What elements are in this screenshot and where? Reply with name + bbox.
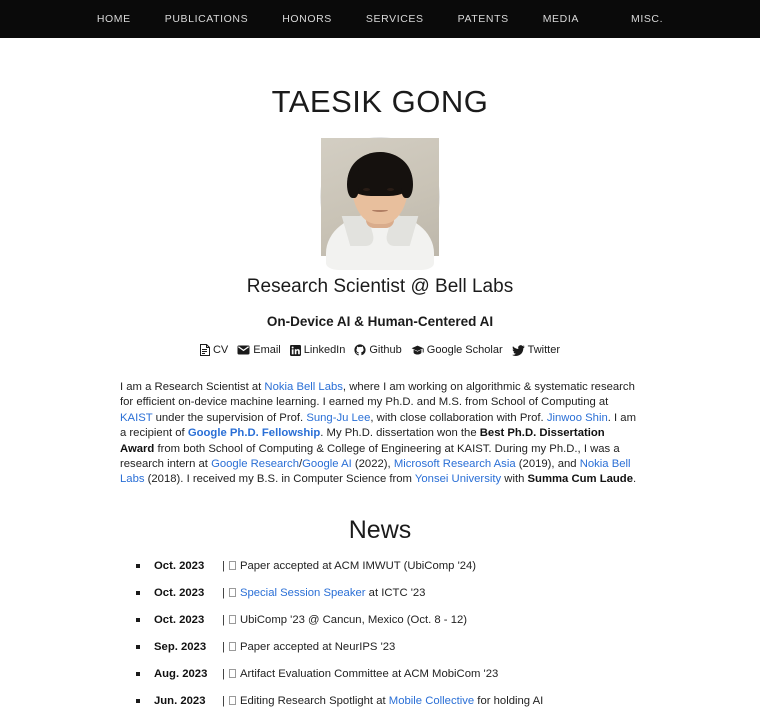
bio-text-8: (2022), [351, 458, 394, 471]
bold-best-dissertation-award: Best Ph.D. Dissertation Award [120, 427, 605, 455]
avatar-mouth [372, 208, 388, 212]
github-label: Github [369, 344, 402, 356]
biography-paragraph [120, 356, 640, 488]
email-label: Email [253, 344, 281, 356]
news-separator: | [222, 559, 225, 572]
email-link[interactable] [237, 344, 281, 356]
link-sung-ju-lee[interactable]: Sung-Ju Lee [306, 411, 371, 424]
news-date: Sep. 2023 [154, 640, 207, 653]
missing-glyph-icon [229, 669, 236, 678]
nav-list [80, 0, 680, 38]
google-scholar-link[interactable] [411, 344, 503, 356]
news-text [240, 614, 467, 626]
news-date: Aug. 2023 [154, 667, 208, 680]
github-icon [354, 344, 366, 356]
avatar-eye-right [387, 188, 394, 191]
news-date: Oct. 2023 [154, 613, 205, 626]
missing-glyph-icon [229, 615, 236, 624]
link-microsoft-research-asia[interactable]: Microsoft Research Asia [393, 458, 516, 471]
page-title: TAESIK GONG [271, 84, 489, 119]
link-nokia-bell-labs-2[interactable]: Nokia Bell Labs [120, 458, 631, 486]
news-list [120, 545, 640, 721]
news-separator: | [222, 613, 225, 626]
news-text-pre: UbiComp '23 @ Cancun, Mexico (Oct. 8 - 12) [239, 613, 468, 626]
link-yonsei-university[interactable]: Yonsei University [414, 473, 502, 486]
bio-text-5: . I am a recipient of [120, 411, 636, 440]
avatar-container [0, 138, 760, 256]
news-item [136, 613, 640, 640]
news-text [240, 641, 395, 653]
news-text [240, 695, 543, 707]
missing-glyph-icon [229, 642, 236, 651]
google-scholar-label: Google Scholar [426, 344, 503, 356]
bio-text-6: . My Ph.D. dissertation won the [320, 427, 480, 440]
news-separator: | [222, 667, 225, 680]
twitter-bird-icon [512, 345, 525, 356]
news-text-pre: Paper accepted at NeurIPS '23 [239, 640, 396, 653]
news-text-post: at ICTC '23 [365, 586, 426, 599]
news-text [240, 668, 498, 680]
link-nokia-bell-labs-1[interactable]: Nokia Bell Labs [264, 381, 343, 393]
nav-item-publications[interactable]: PUBLICATIONS [164, 13, 249, 25]
nav-item-misc[interactable]: MISC. [630, 13, 664, 25]
news-item [136, 667, 640, 694]
missing-glyph-icon [229, 588, 236, 597]
link-jinwoo-shin[interactable]: Jinwoo Shin [546, 411, 608, 424]
twitter-label: Twitter [527, 344, 561, 356]
bio-text-9: (2019), and [515, 458, 580, 471]
news-separator: | [222, 694, 225, 707]
github-link[interactable] [354, 344, 401, 356]
linkedin-label: LinkedIn [303, 344, 346, 356]
bio-text-7: from both School of Computing & College of Engineering at KAIST. During my Ph.D., I was a research intern at [120, 442, 620, 471]
news-text-pre: Paper accepted at ACM IMWUT (UbiComp '24) [239, 559, 477, 572]
news-date: Jun. 2023 [154, 694, 206, 707]
missing-glyph-icon [229, 561, 236, 570]
social-links-row [0, 329, 760, 356]
news-item [136, 640, 640, 667]
link-google-research[interactable]: Google Research [211, 458, 299, 471]
bio-text-2: , where I am working on algorithmic & systematic research for efficient on-device machine learning. I earned my Ph.D. and M.S. from School of Computing at [120, 381, 635, 409]
role-heading: Research Scientist @ Bell Labs [246, 276, 514, 297]
news-link[interactable]: Mobile Collective [388, 694, 475, 707]
bio-text-4: , with close collaboration with Prof. [370, 411, 547, 424]
avatar-eye-left [363, 188, 370, 191]
news-item [136, 586, 640, 613]
bio-text-12: . [632, 473, 637, 486]
news-item [136, 559, 640, 586]
graduation-cap-icon [411, 345, 424, 356]
news-text [240, 560, 476, 572]
news-text-post: for holding AI [474, 694, 544, 707]
linkedin-icon [290, 345, 301, 356]
news-text-pre: Artifact Evaluation Committee at ACM MobiCom '23 [239, 667, 499, 680]
news-link[interactable]: Special Session Speaker [239, 586, 366, 599]
bio-text-3: under the supervision of Prof. [152, 411, 307, 424]
envelope-icon [237, 345, 250, 355]
nav-item-media[interactable]: MEDIA [542, 13, 579, 25]
document-icon [200, 344, 210, 356]
news-item [136, 694, 640, 721]
twitter-link[interactable] [512, 344, 560, 356]
nav-item-home[interactable]: HOME [96, 13, 131, 25]
nav-item-patents[interactable]: PATENTS [457, 13, 509, 25]
news-date: Oct. 2023 [154, 586, 205, 599]
news-text-pre: Editing Research Spotlight at [239, 694, 389, 707]
missing-glyph-icon [229, 696, 236, 705]
avatar [321, 138, 439, 256]
bio-slash: / [298, 458, 303, 471]
bio-text-10: (2018). I received my B.S. in Computer Science from [144, 473, 415, 486]
bold-summa-cum-laude: Summa Cum Laude [527, 473, 633, 486]
news-separator: | [222, 640, 225, 653]
link-google-phd-fellowship[interactable]: Google Ph.D. Fellowship [187, 427, 321, 440]
cv-label: CV [212, 344, 229, 356]
nav-item-services[interactable]: SERVICES [365, 13, 424, 25]
top-navigation-bar [0, 0, 760, 38]
research-topics: On-Device AI & Human-Centered AI [266, 314, 494, 329]
news-heading: News [348, 515, 412, 544]
bio-text-11: with [501, 473, 528, 486]
nav-item-honors[interactable]: HONORS [282, 13, 332, 25]
link-kaist[interactable]: KAIST [120, 411, 153, 424]
news-date: Oct. 2023 [154, 559, 205, 572]
linkedin-link[interactable] [290, 344, 346, 356]
bio-text-1: I am a Research Scientist at [120, 381, 265, 393]
cv-link[interactable] [200, 344, 228, 356]
news-text [240, 587, 426, 599]
page-content [0, 38, 760, 721]
news-separator: | [222, 586, 225, 599]
link-google-ai[interactable]: Google AI [302, 458, 352, 471]
